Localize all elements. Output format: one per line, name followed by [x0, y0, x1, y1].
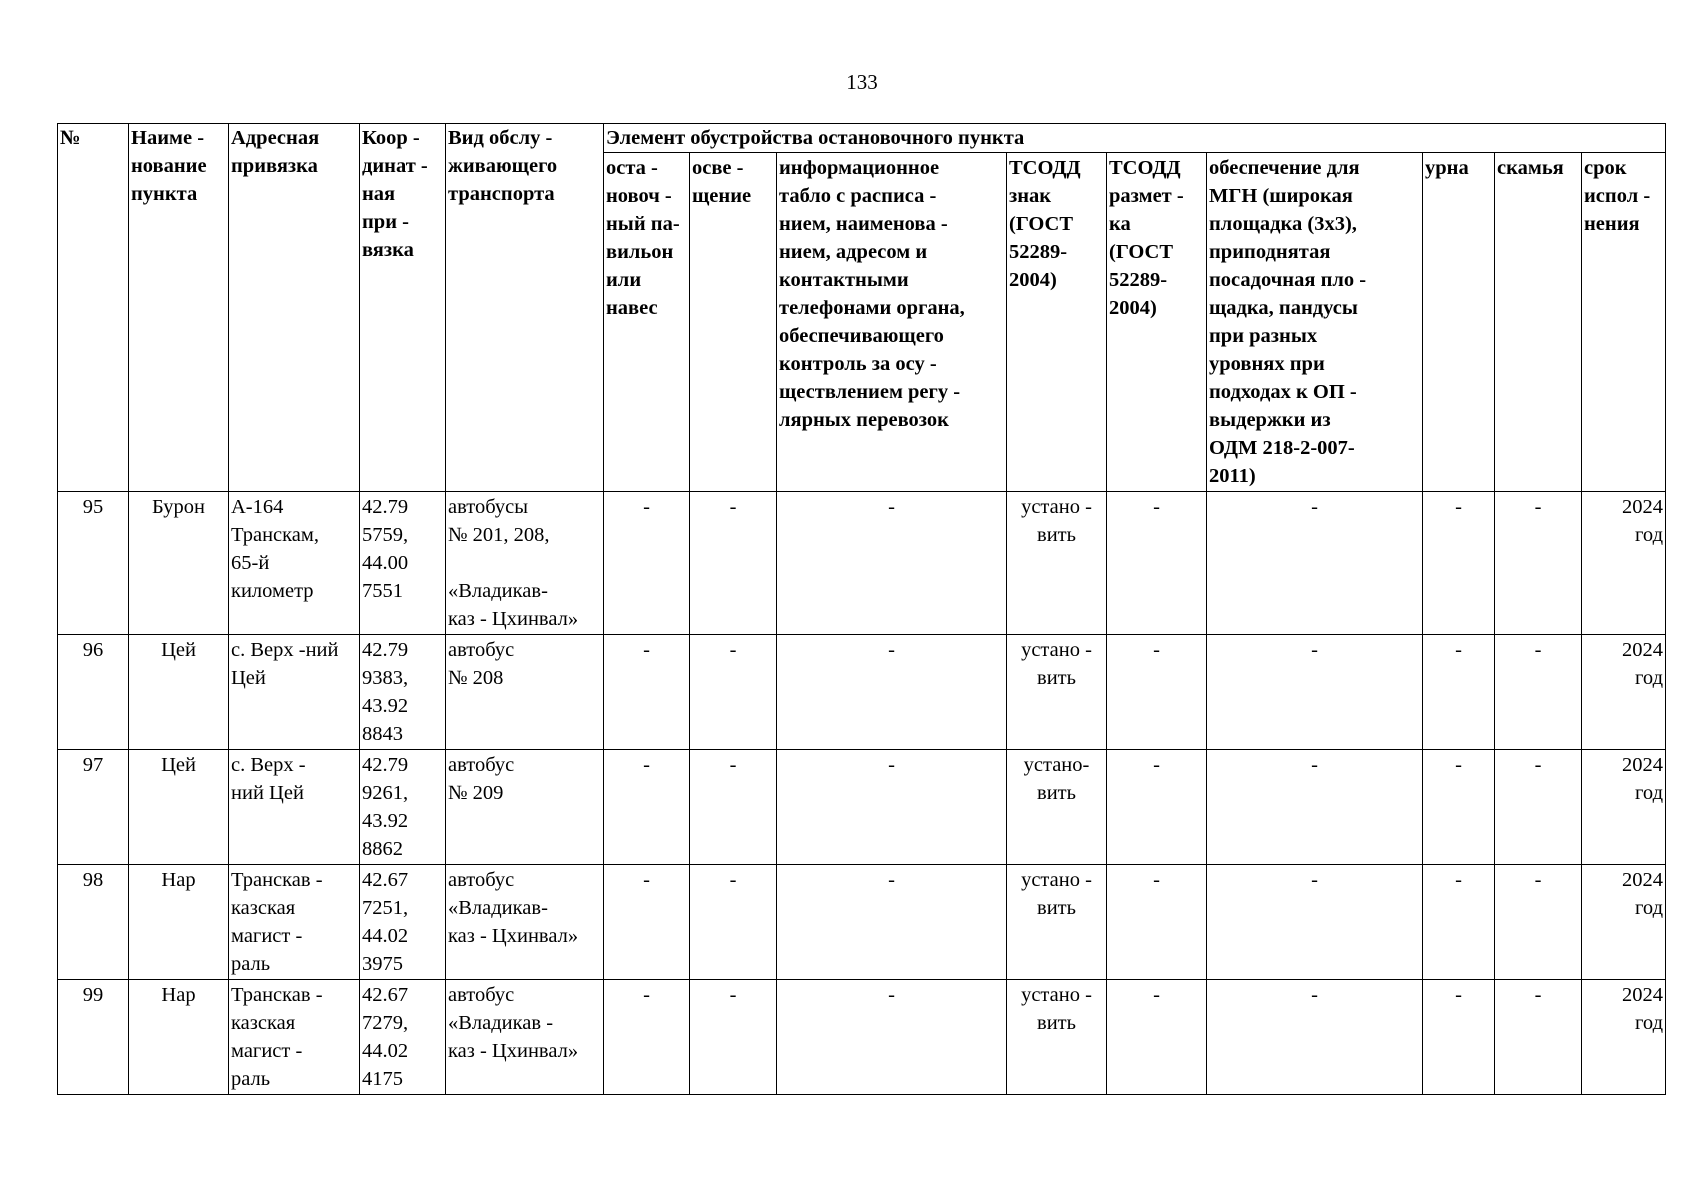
cell-info-board: - — [777, 492, 1007, 635]
cell-bench: - — [1495, 865, 1582, 980]
cell-transport-type: автобус «Владикав - каз - Цхинвал» — [446, 980, 604, 1095]
cell-tsodd-marking: - — [1107, 865, 1207, 980]
cell-tsodd-marking: - — [1107, 750, 1207, 865]
cell-stop-name: Нар — [129, 980, 229, 1095]
cell-pavilion: - — [604, 750, 690, 865]
cell-number: 98 — [58, 865, 129, 980]
cell-pavilion: - — [604, 865, 690, 980]
cell-stop-name: Нар — [129, 865, 229, 980]
cell-transport-type: автобус № 208 — [446, 635, 604, 750]
cell-transport-type: автобус № 209 — [446, 750, 604, 865]
cell-tsodd-sign: устано - вить — [1007, 980, 1107, 1095]
cell-stop-name: Бурон — [129, 492, 229, 635]
cell-stop-name: Цей — [129, 635, 229, 750]
cell-address: с. Верх - ний Цей — [229, 750, 360, 865]
table-header — [58, 124, 1666, 492]
cell-bench: - — [1495, 750, 1582, 865]
cell-tsodd-marking: - — [1107, 980, 1207, 1095]
cell-stop-name: Цей — [129, 750, 229, 865]
cell-lighting: - — [690, 865, 777, 980]
cell-mgn-provision: - — [1207, 980, 1423, 1095]
cell-pavilion: - — [604, 980, 690, 1095]
header-number: № — [58, 124, 129, 492]
header-transport-type: Вид обслу - живающего транспорта — [446, 124, 604, 492]
cell-address: Транскав - казская магист - раль — [229, 980, 360, 1095]
cell-mgn-provision: - — [1207, 865, 1423, 980]
cell-mgn-provision: - — [1207, 492, 1423, 635]
header-urn: урна — [1423, 153, 1495, 492]
cell-lighting: - — [690, 635, 777, 750]
cell-bench: - — [1495, 980, 1582, 1095]
cell-tsodd-sign: устано- вить — [1007, 750, 1107, 865]
cell-coordinates: 42.79 9261, 43.92 8862 — [360, 750, 446, 865]
cell-deadline: 2024 год — [1582, 980, 1666, 1095]
cell-info-board: - — [777, 750, 1007, 865]
cell-deadline: 2024 год — [1582, 750, 1666, 865]
cell-coordinates: 42.67 7279, 44.02 4175 — [360, 980, 446, 1095]
cell-urn: - — [1423, 635, 1495, 750]
cell-tsodd-marking: - — [1107, 635, 1207, 750]
cell-mgn-provision: - — [1207, 635, 1423, 750]
header-stop-equipment-group: Элемент обустройства остановочного пункта — [604, 124, 1666, 153]
cell-info-board: - — [777, 635, 1007, 750]
cell-urn: - — [1423, 980, 1495, 1095]
cell-lighting: - — [690, 980, 777, 1095]
cell-deadline: 2024 год — [1582, 492, 1666, 635]
bus-stops-table — [57, 123, 1666, 1095]
cell-lighting: - — [690, 750, 777, 865]
cell-bench: - — [1495, 635, 1582, 750]
cell-tsodd-sign: устано - вить — [1007, 635, 1107, 750]
cell-address: А-164 Транскам, 65-й километр — [229, 492, 360, 635]
header-address: Адресная привязка — [229, 124, 360, 492]
cell-pavilion: - — [604, 635, 690, 750]
header-lighting: осве - щение — [690, 153, 777, 492]
header-pavilion: оста - новоч - ный па- вильон или навес — [604, 153, 690, 492]
cell-coordinates: 42.79 9383, 43.92 8843 — [360, 635, 446, 750]
cell-urn: - — [1423, 865, 1495, 980]
cell-tsodd-sign: устано - вить — [1007, 865, 1107, 980]
cell-transport-type: автобусы № 201, 208, «Владикав- каз - Цхинвал» — [446, 492, 604, 635]
cell-number: 95 — [58, 492, 129, 635]
cell-address: Транскав - казская магист - раль — [229, 865, 360, 980]
cell-tsodd-sign: устано - вить — [1007, 492, 1107, 635]
header-coordinates: Коор - динат - ная при - вязка — [360, 124, 446, 492]
header-tsodd-marking: ТСОДД размет - ка (ГОСТ 52289- 2004) — [1107, 153, 1207, 492]
cell-deadline: 2024 год — [1582, 635, 1666, 750]
table-body — [58, 492, 1666, 1095]
cell-number: 97 — [58, 750, 129, 865]
cell-info-board: - — [777, 980, 1007, 1095]
cell-bench: - — [1495, 492, 1582, 635]
table-row — [58, 492, 1666, 635]
cell-coordinates: 42.79 5759, 44.00 7551 — [360, 492, 446, 635]
cell-coordinates: 42.67 7251, 44.02 3975 — [360, 865, 446, 980]
cell-tsodd-marking: - — [1107, 492, 1207, 635]
table-row — [58, 980, 1666, 1095]
cell-pavilion: - — [604, 492, 690, 635]
cell-info-board: - — [777, 865, 1007, 980]
header-mgn-provision: обеспечение для МГН (широкая площадка (3х3), приподнятая посадочная пло - щадка, пандусы при разных уровнях при подходах к ОП - выдержки из ОДМ 218-2-007- 2011) — [1207, 153, 1423, 492]
header-info-board: информационное табло с расписа - нием, наименова - нием, адресом и контактными телефонами органа, обеспечивающего контроль за осу - ществлением регу - лярных перевозок — [777, 153, 1007, 492]
header-deadline: срок испол - нения — [1582, 153, 1666, 492]
cell-urn: - — [1423, 750, 1495, 865]
cell-deadline: 2024 год — [1582, 865, 1666, 980]
header-bench: скамья — [1495, 153, 1582, 492]
cell-mgn-provision: - — [1207, 750, 1423, 865]
header-tsodd-sign: ТСОДД знак (ГОСТ 52289- 2004) — [1007, 153, 1107, 492]
cell-urn: - — [1423, 492, 1495, 635]
cell-transport-type: автобус «Владикав- каз - Цхинвал» — [446, 865, 604, 980]
page-number: 133 — [846, 70, 878, 94]
cell-lighting: - — [690, 492, 777, 635]
header-stop-name: Наиме - нование пункта — [129, 124, 229, 492]
table-row — [58, 635, 1666, 750]
cell-address: с. Верх -ний Цей — [229, 635, 360, 750]
cell-number: 96 — [58, 635, 129, 750]
table-row — [58, 750, 1666, 865]
cell-number: 99 — [58, 980, 129, 1095]
table-row — [58, 865, 1666, 980]
